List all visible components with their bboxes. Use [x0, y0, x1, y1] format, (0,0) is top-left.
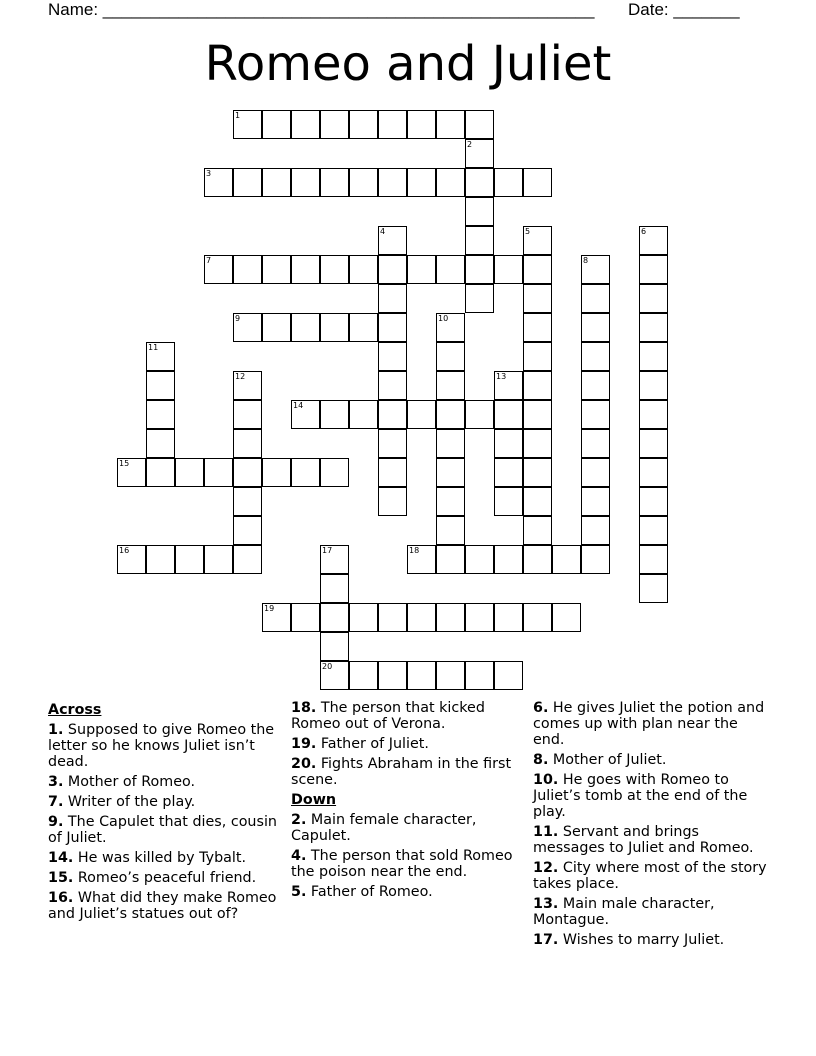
clue-text: He goes with Romeo to Juliet’s tomb at the end of the play. — [533, 772, 748, 820]
grid-cell[interactable] — [436, 371, 465, 400]
clue-item — [291, 736, 527, 752]
grid-cell[interactable] — [494, 661, 523, 690]
grid-cell[interactable] — [233, 110, 262, 139]
grid-cell[interactable] — [494, 458, 523, 487]
grid-cell[interactable] — [494, 371, 523, 400]
grid-cell[interactable] — [378, 458, 407, 487]
grid-cell[interactable] — [523, 313, 552, 342]
grid-cell[interactable] — [465, 255, 494, 284]
clue-item — [533, 772, 773, 820]
clue-item — [291, 700, 527, 732]
clue-text: Fights Abraham in the first scene. — [291, 756, 512, 788]
grid-cell[interactable] — [465, 197, 494, 226]
cell-number: 11 — [148, 343, 159, 352]
clue-number: 13. — [533, 896, 559, 912]
grid-cell[interactable] — [436, 661, 465, 690]
grid-cell[interactable] — [465, 400, 494, 429]
clue-item — [291, 812, 527, 844]
clue-item — [533, 700, 773, 748]
cell-number: 2 — [467, 140, 473, 149]
grid-cell[interactable] — [349, 661, 378, 690]
grid-cell[interactable] — [291, 458, 320, 487]
grid-cell[interactable] — [233, 545, 262, 574]
grid-cell[interactable] — [233, 371, 262, 400]
clue-text: Father of Juliet. — [316, 736, 429, 752]
grid-cell[interactable] — [436, 429, 465, 458]
grid-cell[interactable] — [320, 574, 349, 603]
grid-cell[interactable] — [639, 574, 668, 603]
grid-cell[interactable] — [378, 110, 407, 139]
clue-number: 20. — [291, 756, 317, 772]
grid-cell[interactable] — [291, 603, 320, 632]
grid-cell[interactable] — [378, 255, 407, 284]
grid-cell[interactable] — [320, 110, 349, 139]
grid-cell[interactable] — [523, 342, 552, 371]
grid-cell[interactable] — [581, 342, 610, 371]
clue-item — [533, 932, 773, 948]
cell-number: 4 — [380, 227, 386, 236]
cell-number: 7 — [206, 256, 212, 265]
grid-cell[interactable] — [320, 545, 349, 574]
grid-cell[interactable] — [233, 429, 262, 458]
grid-cell[interactable] — [204, 458, 233, 487]
clue-number: 1. — [48, 722, 64, 738]
grid-cell[interactable] — [581, 545, 610, 574]
grid-cell[interactable] — [233, 400, 262, 429]
grid-cell[interactable] — [552, 545, 581, 574]
grid-cell[interactable] — [581, 458, 610, 487]
grid-cell[interactable] — [262, 603, 291, 632]
grid-cell[interactable] — [465, 168, 494, 197]
clue-number: 9. — [48, 814, 64, 830]
grid-cell[interactable] — [320, 400, 349, 429]
clue-number: 10. — [533, 772, 559, 788]
grid-cell[interactable] — [320, 603, 349, 632]
clue-text: The Capulet that dies, cousin of Juliet. — [48, 814, 277, 846]
grid-cell[interactable] — [233, 255, 262, 284]
clue-item — [48, 850, 283, 866]
grid-cell[interactable] — [581, 400, 610, 429]
grid-cell[interactable] — [291, 168, 320, 197]
clue-item — [291, 884, 527, 900]
clue-item — [48, 814, 283, 846]
grid-cell[interactable] — [117, 458, 146, 487]
clue-column-1 — [48, 700, 283, 926]
clue-item — [291, 756, 527, 788]
grid-cell[interactable] — [523, 400, 552, 429]
cell-number: 14 — [293, 401, 304, 410]
grid-cell[interactable] — [465, 226, 494, 255]
grid-cell[interactable] — [465, 603, 494, 632]
grid-cell[interactable] — [436, 487, 465, 516]
grid-cell[interactable] — [436, 255, 465, 284]
grid-cell[interactable] — [146, 429, 175, 458]
grid-cell[interactable] — [523, 487, 552, 516]
grid-cell[interactable] — [523, 226, 552, 255]
clue-text: Main female character, Capulet. — [291, 812, 477, 844]
down-clue-list — [291, 812, 527, 900]
grid-cell[interactable] — [378, 429, 407, 458]
clue-number: 19. — [291, 736, 317, 752]
grid-cell[interactable] — [407, 168, 436, 197]
grid-cell[interactable] — [494, 168, 523, 197]
grid-cell[interactable] — [291, 313, 320, 342]
grid-cell[interactable] — [494, 545, 523, 574]
grid-cell[interactable] — [262, 110, 291, 139]
grid-cell[interactable] — [436, 110, 465, 139]
grid-cell[interactable] — [349, 313, 378, 342]
grid-cell[interactable] — [436, 342, 465, 371]
cell-number: 9 — [235, 314, 241, 323]
cell-number: 19 — [264, 604, 275, 613]
grid-cell[interactable] — [407, 255, 436, 284]
cell-number: 10 — [438, 314, 449, 323]
grid-cell[interactable] — [262, 313, 291, 342]
grid-cell[interactable] — [639, 255, 668, 284]
clue-item — [291, 848, 527, 880]
clue-number: 4. — [291, 848, 307, 864]
grid-cell[interactable] — [436, 458, 465, 487]
grid-cell[interactable] — [581, 371, 610, 400]
clue-number: 3. — [48, 774, 64, 790]
grid-cell[interactable] — [436, 400, 465, 429]
grid-cell[interactable] — [494, 487, 523, 516]
grid-cell[interactable] — [349, 603, 378, 632]
clue-number: 2. — [291, 812, 307, 828]
grid-cell[interactable] — [146, 371, 175, 400]
grid-cell[interactable] — [204, 168, 233, 197]
clue-number: 5. — [291, 884, 307, 900]
cell-number: 5 — [525, 227, 531, 236]
grid-cell[interactable] — [639, 400, 668, 429]
clue-number: 17. — [533, 932, 559, 948]
grid-cell[interactable] — [262, 458, 291, 487]
grid-cell[interactable] — [581, 487, 610, 516]
grid-cell[interactable] — [378, 487, 407, 516]
clue-number: 15. — [48, 870, 74, 886]
grid-cell[interactable] — [349, 110, 378, 139]
grid-cell[interactable] — [233, 168, 262, 197]
grid-cell[interactable] — [349, 168, 378, 197]
cell-number: 15 — [119, 459, 130, 468]
clue-item — [533, 752, 773, 768]
grid-cell[interactable] — [117, 545, 146, 574]
grid-cell[interactable] — [523, 603, 552, 632]
clue-text: Mother of Romeo. — [63, 774, 196, 790]
grid-cell[interactable] — [407, 661, 436, 690]
grid-cell[interactable] — [320, 632, 349, 661]
grid-cell[interactable] — [233, 458, 262, 487]
grid-cell[interactable] — [436, 545, 465, 574]
cell-number: 1 — [235, 111, 241, 120]
grid-cell[interactable] — [233, 487, 262, 516]
clue-text: What did they make Romeo and Juliet’s statues out of? — [48, 890, 277, 922]
grid-cell[interactable] — [581, 284, 610, 313]
grid-cell[interactable] — [639, 342, 668, 371]
grid-cell[interactable] — [494, 400, 523, 429]
clue-text: City where most of the story takes place. — [533, 860, 767, 892]
grid-cell[interactable] — [407, 545, 436, 574]
grid-cell[interactable] — [233, 516, 262, 545]
clue-text: The person that kicked Romeo out of Verona. — [291, 700, 485, 732]
grid-cell[interactable] — [436, 168, 465, 197]
grid-cell[interactable] — [523, 168, 552, 197]
clue-text: Wishes to marry Juliet. — [558, 932, 725, 948]
grid-cell[interactable] — [378, 226, 407, 255]
clue-text: Servant and brings messages to Juliet and Romeo. — [533, 824, 754, 856]
cell-number: 3 — [206, 169, 212, 178]
grid-cell[interactable] — [465, 661, 494, 690]
clue-number: 8. — [533, 752, 549, 768]
grid-cell[interactable] — [639, 458, 668, 487]
grid-cell[interactable] — [581, 516, 610, 545]
clue-number: 6. — [533, 700, 549, 716]
cell-number: 20 — [322, 662, 333, 671]
clue-text: Father of Romeo. — [306, 884, 433, 900]
clue-number: 12. — [533, 860, 559, 876]
grid-cell[interactable] — [494, 255, 523, 284]
grid-cell[interactable] — [639, 545, 668, 574]
grid-cell[interactable] — [465, 139, 494, 168]
grid-cell[interactable] — [523, 284, 552, 313]
grid-cell[interactable] — [291, 110, 320, 139]
grid-cell[interactable] — [378, 342, 407, 371]
clue-item — [533, 860, 773, 892]
clue-text: Supposed to give Romeo the letter so he knows Juliet isn’t dead. — [48, 722, 275, 770]
grid-cell[interactable] — [494, 429, 523, 458]
cell-number: 16 — [119, 546, 130, 555]
grid-cell[interactable] — [639, 284, 668, 313]
grid-cell[interactable] — [407, 400, 436, 429]
grid-cell[interactable] — [407, 603, 436, 632]
cell-number: 6 — [641, 227, 647, 236]
clue-number: 11. — [533, 824, 559, 840]
clue-column-3 — [533, 700, 773, 952]
grid-cell[interactable] — [262, 255, 291, 284]
clue-item — [48, 870, 283, 886]
grid-cell[interactable] — [378, 371, 407, 400]
cell-number: 8 — [583, 256, 589, 265]
grid-cell[interactable] — [320, 168, 349, 197]
grid-cell[interactable] — [639, 516, 668, 545]
clue-item — [48, 774, 283, 790]
clue-text: He gives Juliet the potion and comes up with plan near the end. — [533, 700, 765, 748]
grid-cell[interactable] — [262, 168, 291, 197]
grid-cell[interactable] — [523, 429, 552, 458]
clue-number: 16. — [48, 890, 74, 906]
clue-text: Main male character, Montague. — [533, 896, 715, 928]
grid-cell[interactable] — [465, 545, 494, 574]
grid-cell[interactable] — [436, 313, 465, 342]
grid-cell[interactable] — [639, 313, 668, 342]
clue-text: The person that sold Romeo the poison near the end. — [291, 848, 513, 880]
grid-cell[interactable] — [320, 313, 349, 342]
grid-cell[interactable] — [523, 371, 552, 400]
clue-text: Writer of the play. — [63, 794, 196, 810]
grid-cell[interactable] — [175, 458, 204, 487]
clue-number: 14. — [48, 850, 74, 866]
grid-cell[interactable] — [436, 516, 465, 545]
grid-cell[interactable] — [146, 342, 175, 371]
grid-cell[interactable] — [407, 110, 436, 139]
grid-cell[interactable] — [378, 168, 407, 197]
cell-number: 18 — [409, 546, 420, 555]
grid-cell[interactable] — [378, 400, 407, 429]
clue-item — [533, 824, 773, 856]
clue-text: Mother of Juliet. — [548, 752, 667, 768]
grid-cell[interactable] — [378, 603, 407, 632]
grid-cell[interactable] — [146, 458, 175, 487]
grid-cell[interactable] — [494, 603, 523, 632]
grid-cell[interactable] — [378, 284, 407, 313]
grid-cell[interactable] — [349, 255, 378, 284]
grid-cell[interactable] — [320, 458, 349, 487]
grid-cell[interactable] — [378, 313, 407, 342]
grid-cell[interactable] — [581, 429, 610, 458]
clue-item — [48, 794, 283, 810]
grid-cell[interactable] — [581, 255, 610, 284]
name-field-label: Name: ____________________________________________________ — [48, 0, 595, 19]
clue-text: He was killed by Tybalt. — [73, 850, 247, 866]
grid-cell[interactable] — [465, 284, 494, 313]
grid-cell[interactable] — [349, 400, 378, 429]
grid-cell[interactable] — [552, 603, 581, 632]
date-field-label: Date: _______ — [628, 0, 740, 19]
down-clue-list-continued — [533, 700, 773, 948]
cell-number: 12 — [235, 372, 246, 381]
grid-cell[interactable] — [523, 458, 552, 487]
cell-number: 17 — [322, 546, 333, 555]
grid-cell[interactable] — [639, 487, 668, 516]
grid-cell[interactable] — [639, 371, 668, 400]
clue-item — [533, 896, 773, 928]
clue-item — [48, 890, 283, 922]
grid-cell[interactable] — [639, 226, 668, 255]
grid-cell[interactable] — [175, 545, 204, 574]
grid-cell[interactable] — [436, 603, 465, 632]
grid-cell[interactable] — [378, 661, 407, 690]
clue-number: 7. — [48, 794, 64, 810]
grid-cell[interactable] — [146, 400, 175, 429]
page-title: Romeo and Juliet — [204, 36, 612, 92]
clue-number: 18. — [291, 700, 317, 716]
cell-number: 13 — [496, 372, 507, 381]
down-heading: Down — [291, 792, 337, 808]
clue-column-2 — [291, 700, 527, 904]
across-clue-list — [48, 722, 283, 922]
grid-cell[interactable] — [233, 313, 262, 342]
grid-cell[interactable] — [320, 255, 349, 284]
grid-cell[interactable] — [320, 661, 349, 690]
grid-cell[interactable] — [291, 255, 320, 284]
clue-item — [48, 722, 283, 770]
grid-cell[interactable] — [204, 545, 233, 574]
grid-cell[interactable] — [204, 255, 233, 284]
across-heading: Across — [48, 702, 102, 718]
grid-cell[interactable] — [581, 313, 610, 342]
grid-cell[interactable] — [523, 545, 552, 574]
across-clue-list-continued — [291, 700, 527, 788]
clue-text: Romeo’s peaceful friend. — [73, 870, 257, 886]
grid-cell[interactable] — [291, 400, 320, 429]
grid-cell[interactable] — [639, 429, 668, 458]
grid-cell[interactable] — [523, 516, 552, 545]
grid-cell[interactable] — [146, 545, 175, 574]
grid-cell[interactable] — [465, 110, 494, 139]
grid-cell[interactable] — [523, 255, 552, 284]
